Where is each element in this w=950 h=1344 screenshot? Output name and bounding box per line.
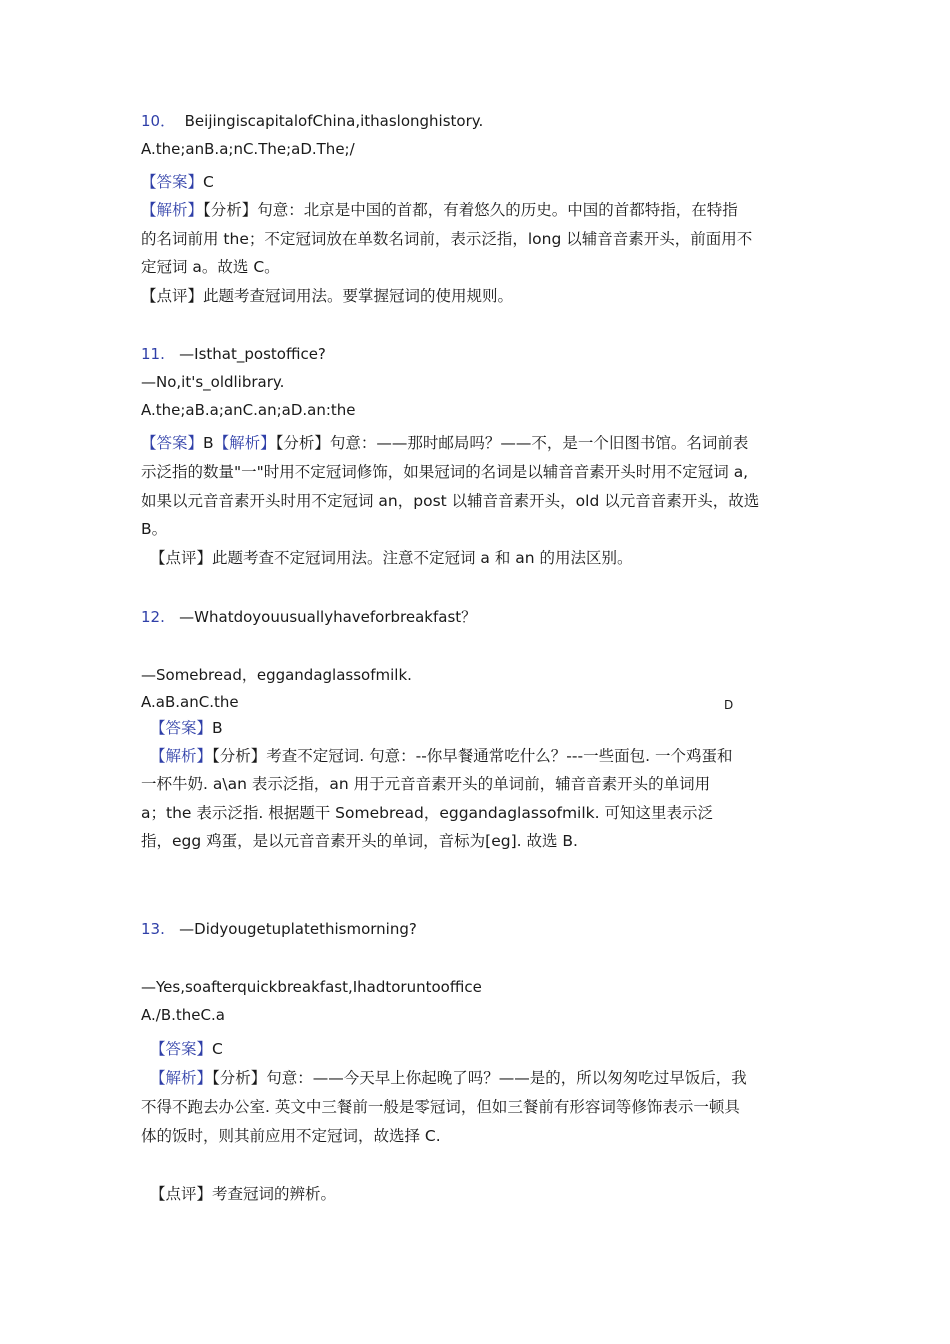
answer-tag: 【答案】 [141, 434, 204, 452]
analysis-tag: 【解析】 [141, 201, 204, 219]
question-13-stem-line-1 [141, 919, 417, 939]
question-text: —Didyougetuplatethismorning? [179, 920, 417, 938]
question-13-options: A./B.theC.a [141, 1006, 225, 1024]
question-11-analysis-line-2: 示泛指的数量"一"时用不定冠词修饰，如果冠词的名词是以辅音音素开头时用不定冠词 a, [141, 463, 749, 481]
question-10-stem [141, 111, 483, 131]
question-10-comment: 【点评】此题考查冠词用法。要掌握冠词的使用规则。 [141, 287, 514, 305]
answer-value: B [203, 434, 214, 452]
question-number: 12. [141, 608, 165, 626]
question-13-stem-line-2: —Yes,soafterquickbreakfast,Ihadtoruntooffice [141, 978, 482, 996]
question-12-stem-line-2: —Somebread，eggandaglassofmilk. [141, 666, 412, 684]
analysis-tag: 【解析】 [150, 1069, 213, 1087]
question-10-analysis-line-1 [141, 200, 738, 220]
question-text: —Isthat_postoffice? [179, 345, 326, 363]
question-number: 11. [141, 345, 165, 363]
answer-value: C [212, 1040, 223, 1058]
question-12-answer [150, 718, 223, 738]
question-12-options: A.aB.anC.the [141, 693, 239, 711]
answer-value: C [203, 173, 214, 191]
question-13-analysis-line-2: 不得不跑去办公室. 英文中三餐前一般是零冠词，但如三餐前有形容词等修饰表示一顿具 [141, 1098, 740, 1116]
question-13-comment: 【点评】考查冠词的辨析。 [150, 1185, 337, 1203]
question-text: BeijingiscapitalofChina,ithaslonghistory. [184, 112, 484, 130]
question-10-options: A.the;anB.a;nC.The;aD.The;/ [141, 140, 355, 158]
analysis-text: 【分析】句意：——今天早上你起晚了吗？——是的，所以匆匆吃过早饭后，我 [212, 1069, 747, 1087]
question-text: —Whatdoyouusuallyhaveforbreakfast？ [179, 608, 477, 626]
question-12-analysis-line-1 [150, 746, 732, 766]
question-11-stem-line-1 [141, 344, 326, 364]
question-number: 13. [141, 920, 165, 938]
question-13-answer [150, 1039, 223, 1059]
question-11-answer [141, 433, 748, 453]
answer-tag: 【答案】 [150, 1040, 213, 1058]
question-13-analysis-line-1 [150, 1068, 747, 1088]
question-11-stem-line-2: —No,it's_oldlibrary. [141, 373, 285, 391]
answer-tag: 【答案】 [141, 173, 204, 191]
answer-value: B [212, 719, 223, 737]
stray-option-letter: D [724, 698, 734, 712]
answer-tag: 【答案】 [150, 719, 213, 737]
question-12-analysis-line-4: 指，egg 鸡蛋，是以元音音素开头的单词，音标为[eg]. 故选 B. [141, 832, 578, 850]
question-11-analysis-line-3: 如果以元音音素开头时用不定冠词 an，post 以辅音音素开头，old 以元音音素开头，故选 [141, 492, 760, 510]
analysis-tag: 【解析】 [213, 434, 276, 452]
question-10-analysis-line-3: 定冠词 a。故选 C。 [141, 258, 280, 276]
question-12-analysis-line-2: 一杯牛奶. a\an 表示泛指，an 用于元音音素开头的单词前，辅音音素开头的单词用 [141, 775, 711, 793]
analysis-text: 【分析】句意：北京是中国的首都，有着悠久的历史。中国的首都特指，在特指 [203, 201, 738, 219]
question-number: 10． [141, 112, 176, 130]
question-11-options: A.the;aB.a;anC.an;aD.an:the [141, 401, 356, 419]
analysis-text: 【分析】句意：——那时邮局吗？——不，是一个旧图书馆。名词前表 [275, 434, 749, 452]
analysis-text: 【分析】考查不定冠词. 句意：--你早餐通常吃什么？---一些面包. 一个鸡蛋和 [212, 747, 733, 765]
question-12-stem-line-1 [141, 607, 476, 627]
question-11-analysis-line-4: B。 [141, 520, 168, 538]
question-12-analysis-line-3: a；the 表示泛指. 根据题干 Somebread，eggandaglassofmilk. 可知这里表示泛 [141, 804, 713, 822]
analysis-tag: 【解析】 [150, 747, 213, 765]
question-10-analysis-line-2: 的名词前用 the；不定冠词放在单数名词前，表示泛指，long 以辅音音素开头，前面用不 [141, 230, 753, 248]
question-13-analysis-line-3: 体的饭时，则其前应用不定冠词，故选择 C. [141, 1127, 441, 1145]
question-10-answer [141, 172, 214, 192]
question-11-comment: 【点评】此题考查不定冠词用法。注意不定冠词 a 和 an 的用法区别。 [150, 549, 633, 567]
